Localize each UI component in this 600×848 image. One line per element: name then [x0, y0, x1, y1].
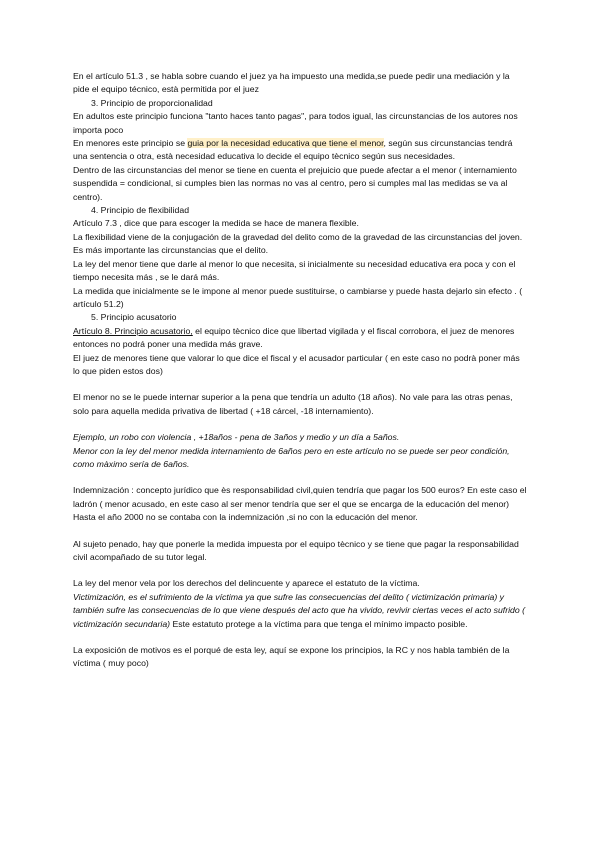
paragraph-articulo-7-3: Artículo 7.3 , dice que para escoger la medida se hace de manera flexible.	[73, 218, 359, 229]
paragraph-internar: El menor no se le puede internar superior a la pena que tendría un adulto (18 años). No vale para las otras penas, solo para aquella medida privativa de libertad ( +18 cárcel, -18 internamiento).	[73, 392, 513, 416]
heading-proporcionalidad: 3. Principio de proporcionalidad	[91, 97, 213, 108]
heading-flexibilidad: 4. Principio de flexibilidad	[91, 205, 190, 216]
paragraph-circunstancias: Dentro de las circunstancias del menor se tiene en cuenta el prejuicio que puede afectar a el menor ( internamiento suspendida = condicional, si cumples bien las normas no vas al centro, pero si cumples mal las medidas se va al centro).	[73, 164, 517, 202]
paragraph-victimizacion	[73, 591, 528, 631]
paragraph-indemnizacion: Indemnización : concepto jurídico que ès responsabilidad civil,quien tendría que pagar los 500 euros? En este caso el ladrón ( menor acusado, en este caso al ser menor tendría que ser el que se encarga de la educación del menor) Hasta el año 2000 no se contaba con la indemnización ,si no con la educación del menor.	[73, 485, 527, 523]
paragraph-flexibilidad: La flexibilidad viene de la conjugación de la gravedad del delito como de la gravedad de las circunstancias del joven.	[73, 231, 523, 242]
paragraph-necesidad: La ley del menor tiene que darle al menor lo que necesita, si inicialmente su necesidad educativa era poca y con el tiempo necesita más , se le dará más.	[73, 258, 516, 283]
highlighted-text: guia por la necesidad educativa que tiene el menor	[187, 138, 384, 149]
paragraph-sujeto-penado: Al sujeto penado, hay que ponerle la medida impuesta por el equipo tècnico y se tiene que pagar la responsabilidad civil acompañado de su tutor legal.	[73, 538, 519, 562]
paragraph-article-51-3: En el artículo 51.3 , se habla sobre cuando el juez ya ha impuesto una medida,se puede pedir una mediación y la pide el equipo técnico, està permitida por el juez	[73, 71, 510, 95]
paragraph-adultos: En adultos este principio funciona "tanto haces tanto pagas", para todos igual, las circunstancias de los autores nos importa poco	[73, 111, 518, 135]
paragraph-menores	[73, 137, 528, 164]
victimizacion-italic: Victimización, es el sufrimiento de la víctima ya que sufre las consecuencias del delito ( victimización primaria) y también sufre las consecuencias de lo que viene después del acto que ha vivido, revivir ciertas veces el acto sufrido ( victimización secundaria)	[73, 591, 525, 629]
paragraph-menor-ley: Menor con la ley del menor medida internamiento de 6años pero en este artículo no se puede ser peor condición, como màximo sería de 6años.	[73, 445, 510, 469]
heading-acusatorio: 5. Principio acusatorio	[91, 312, 177, 323]
victimizacion-end: Este estatuto protege a la víctima para que tenga el mínimo impacto posible.	[170, 618, 468, 629]
paragraph-importancia: Es más importante las circunstancias que el delito.	[73, 245, 269, 256]
paragraph-articulo-8	[73, 325, 528, 352]
paragraph-exposicion: La exposición de motivos es el porqué de esta ley, aquí se expone los principios, la RC y nos habla también de la víctima ( muy poco)	[73, 645, 510, 669]
paragraph-juez: El juez de menores tiene que valorar lo que dice el fiscal y el acusador particular ( en este caso no podrà poner más lo que piden estos dos)	[73, 352, 520, 376]
paragraph-menores-end: , según sus circunstancias tendrá una sentencia o otra, està necesidad educativa lo decide el equipo tècnico según sus necesidades.	[73, 138, 513, 162]
underlined-article-ref: Artículo 8. Principio acusatorio,	[73, 325, 193, 336]
paragraph-ejemplo: Ejemplo, un robo con violencia , +18años - pena de 3años y medio y un día a 5años.	[73, 432, 400, 443]
paragraph-articulo-51-2: La medida que inicialmente se le impone al menor puede sustituirse, o cambiarse y puede hasta dejarlo sin efecto . ( artículo 51.2)	[73, 285, 523, 309]
paragraph-ley-menor: La ley del menor vela por los derechos del delincuente y aparece el estatuto de la víctima.	[73, 578, 420, 589]
paragraph-menores-start: En menores este principio se	[73, 138, 188, 149]
paragraph-articulo-8-body: el equipo tècnico dice que libertad vigilada y el fiscal corrobora, el juez de menores entonces no podrá poner una medida más grave.	[73, 325, 515, 350]
